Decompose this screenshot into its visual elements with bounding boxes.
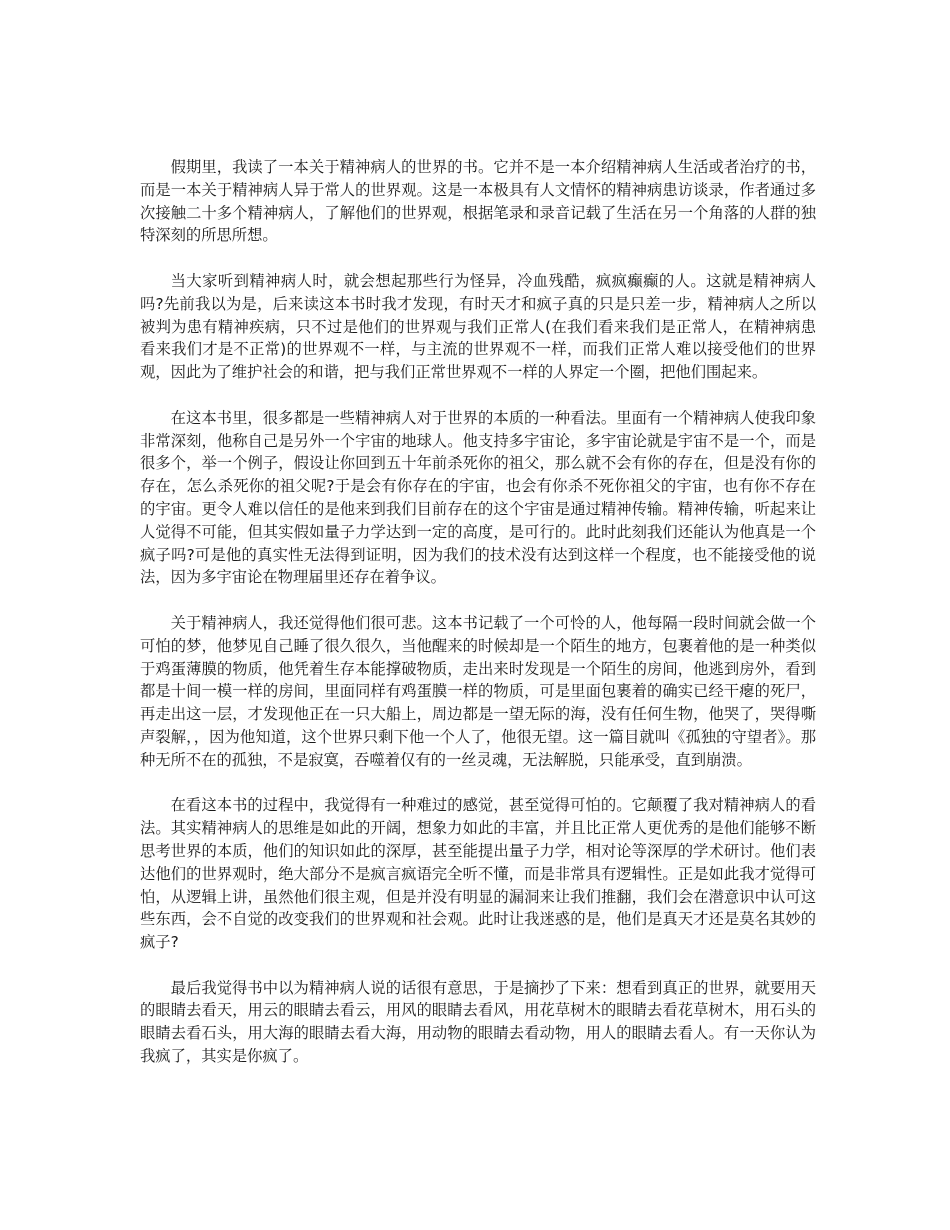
document-body <box>140 156 816 1068</box>
paragraph-3: 在这本书里，很多都是一些精神病人对于世界的本质的一种看法。里面有一个精神病人使我印象非常深刻，他称自己是另外一个宇宙的地球人。他支持多宇宙论，多宇宙论就是宇宙不是一个，而是很多个，举一个例子，假设让你回到五十年前杀死你的祖父，那么就不会有你的存在，但是没有你的存在，怎么杀死你的祖父呢?于是会有你存在的宇宙，也会有你杀不死你祖父的宇宙，也有你不存在的宇宙。更令人难以信任的是他来到我们目前存在的这个宇宙是通过精神传输。精神传输，听起来让人觉得不可能，但其实假如量子力学达到一定的高度，是可行的。此时此刻我们还能认为他真是一个疯子吗?可是他的真实性无法得到证明，因为我们的技术没有达到这样一个程度，也不能接受他的说法，因为多宇宙论在物理届里还存在着争议。 <box>140 408 816 587</box>
paragraph-4: 关于精神病人，我还觉得他们很可悲。这本书记载了一个可怜的人，他每隔一段时间就会做一个可怕的梦，他梦见自己睡了很久很久，当他醒来的时候却是一个陌生的地方，包裹着他的是一种类似于鸡蛋薄膜的物质，他凭着生存本能撑破物质，走出来时发现是一个陌生的房间，他逃到房外，看到都是十间一模一样的房间，里面同样有鸡蛋膜一样的物质，可是里面包裹着的确实已经干瘪的死尸，再走出这一层，才发现他正在一只大船上，周边都是一望无际的海，没有任何生物，他哭了，哭得嘶声裂解，，因为他知道，这个世界只剩下他一个人了，他很无望。这一篇目就叫《孤独的守望者》。那种无所不在的孤独，不是寂寞，吞噬着仅有的一丝灵魂，无法解脱，只能承受，直到崩溃。 <box>140 613 816 769</box>
paragraph-2: 当大家听到精神病人时，就会想起那些行为怪异，冷血残酷，疯疯癫癫的人。这就是精神病人吗?先前我以为是，后来读这本书时我才发现，有时天才和疯子真的只是只差一步，精神病人之所以被判为患有精神疾病，只不过是他们的世界观与我们正常人(在我们看来我们是正常人，在精神病患看来我们才是不正常)的世界观不一样，与主流的世界观不一样，而我们正常人难以接受他们的世界观，因此为了维护社会的和谐，把与我们正常世界观不一样的人界定一个圈，把他们围起来。 <box>140 271 816 382</box>
paragraph-5: 在看这本书的过程中，我觉得有一种难过的感觉，甚至觉得可怕的。它颠覆了我对精神病人的看法。其实精神病人的思维是如此的开阔，想象力如此的丰富，并且比正常人更优秀的是他们能够不断思考世界的本质，他们的知识如此的深厚，甚至能提出量子力学，相对论等深厚的学术研讨。他们表达他们的世界观时，绝大部分不是疯言疯语完全听不懂，而是非常具有逻辑性。正是如此我才觉得可怕，从逻辑上讲，虽然他们很主观，但是并没有明显的漏洞来让我们推翻，我们会在潜意识中认可这些东西，会不自觉的改变我们的世界观和社会观。此时让我迷惑的是，他们是真天才还是莫名其妙的疯子? <box>140 796 816 952</box>
paragraph-1: 假期里，我读了一本关于精神病人的世界的书。它并不是一本介绍精神病人生活或者治疗的书，而是一本关于精神病人异于常人的世界观。这是一本极具有人文情怀的精神病患访谈录，作者通过多次接触二十多个精神病人，了解他们的世界观，根据笔录和录音记载了生活在另一个角落的人群的独特深刻的所思所想。 <box>140 158 816 245</box>
paragraph-6: 最后我觉得书中以为精神病人说的话很有意思，于是摘抄了下来：想看到真正的世界，就要用天的眼睛去看天，用云的眼睛去看云，用风的眼睛去看风，用花草树木的眼睛去看花草树木，用石头的眼睛去看石头，用大海的眼睛去看大海，用动物的眼睛去看动物，用人的眼睛去看人。有一天你认为我疯了，其实是你疯了。 <box>140 978 816 1066</box>
